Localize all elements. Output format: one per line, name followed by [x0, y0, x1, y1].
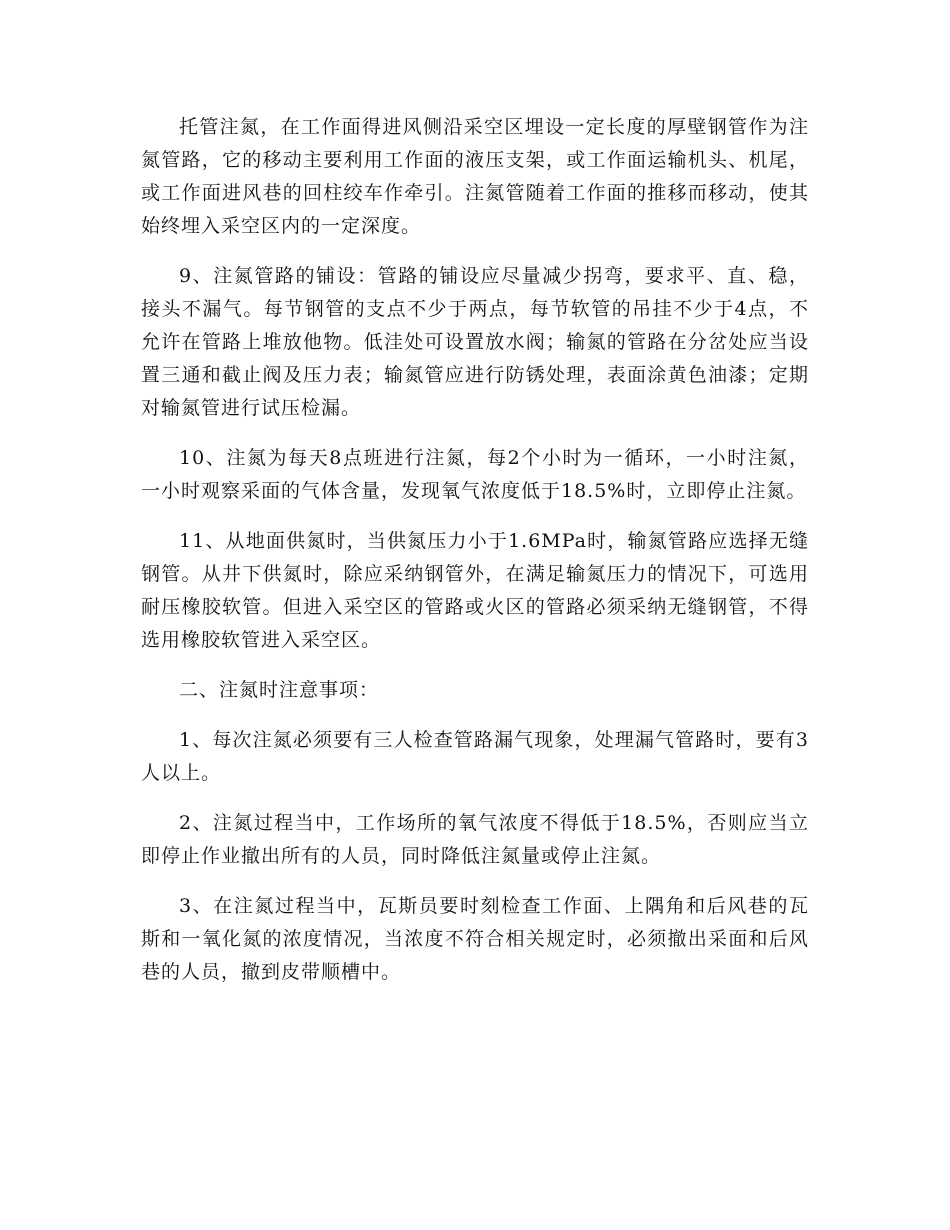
paragraph-item-9: 9、注氮管路的铺设：管路的铺设应尽量减少拐弯，要求平、直、稳，接头不漏气。每节钢管的支点不少于两点，每节软管的吊挂不少于4点，不允许在管路上堆放他物。低洼处可设置放水阀；输氮的管路在分岔处应当设置三通和截止阀及压力表；输氮管应进行防锈处理，表面涂黄色油漆；定期对输氮管进行试压检漏。 [141, 265, 809, 419]
paragraph-precaution-2: 2、注氮过程当中，工作场所的氧气浓度不得低于18.5%，否则应当立即停止作业撤出所有的人员，同时降低注氮量或停止注氮。 [141, 812, 809, 867]
paragraph-item-11: 11、从地面供氮时，当供氮压力小于1.6MPa时，输氮管路应选择无缝钢管。从井下供氮时，除应采纳钢管外，在满足输氮压力的情况下，可选用耐压橡胶软管。但进入采空区的管路或火区的管路必须采纳无缝钢管，不得选用橡胶软管进入采空区。 [141, 530, 809, 651]
paragraph-precaution-3: 3、在注氮过程当中，瓦斯员要时刻检查工作面、上隅角和后风巷的瓦斯和一氧化氮的浓度情况，当浓度不符合相关规定时，必须撤出采面和后风巷的人员，撤到皮带顺槽中。 [141, 895, 809, 983]
section-heading-precautions: 二、注氮时注意事项： [179, 679, 380, 701]
document-body [141, 111, 809, 1006]
paragraph-precaution-1: 1、每次注氮必须要有三人检查管路漏气现象，处理漏气管路时，要有3人以上。 [141, 729, 809, 784]
paragraph-item-10: 10、注氮为每天8点班进行注氮，每2个小时为一循环，一小时注氮，一小时观察采面的气体含量，发现氧气浓度低于18.5%时，立即停止注氮。 [141, 447, 809, 502]
paragraph-pipe-towing: 托管注氮，在工作面得进风侧沿采空区埋设一定长度的厚壁钢管作为注氮管路，它的移动主要利用工作面的液压支架，或工作面运输机头、机尾，或工作面进风巷的回柱绞车作牵引。注氮管随着工作面的推移而移动，使其始终埋入采空区内的一定深度。 [141, 116, 809, 237]
